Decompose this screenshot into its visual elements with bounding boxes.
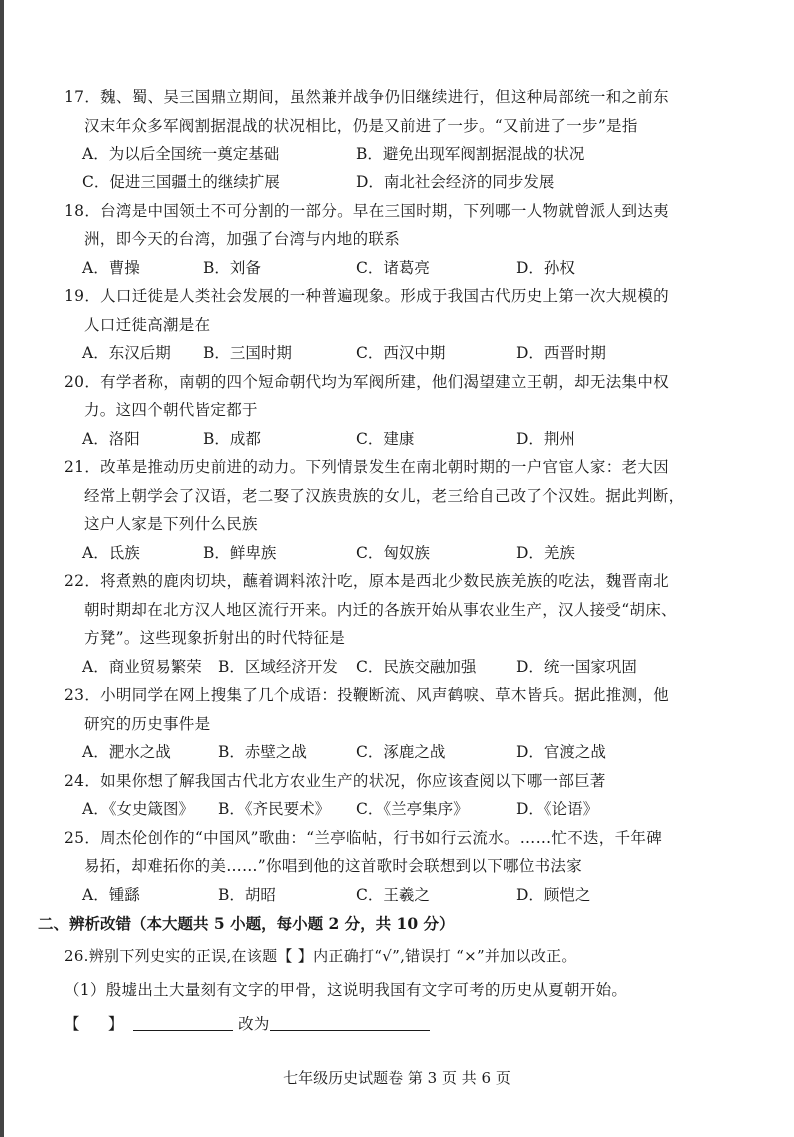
q21-option-b[interactable]: B．鲜卑族 [203, 544, 277, 562]
q24-option-a[interactable]: A．《女史箴图》 [82, 800, 194, 818]
q20-option-b[interactable]: B．成都 [203, 430, 261, 448]
q23-option-d[interactable]: D．官渡之战 [516, 743, 606, 761]
q26-answer-row [64, 1014, 430, 1034]
q22-option-c[interactable]: C．民族交融加强 [356, 658, 477, 676]
q17-option-b[interactable]: B．避免出现军阀割据混战的状况 [356, 145, 585, 163]
q24-option-b[interactable]: B．《齐民要术》 [218, 800, 331, 818]
q25-option-a[interactable]: A．锺繇 [82, 886, 140, 904]
q17-option-c[interactable]: C．促进三国疆土的继续扩展 [82, 173, 280, 191]
q25-option-c[interactable]: C．王羲之 [356, 886, 430, 904]
section-2-heading: 二、辨析改错（本大题共 5 小题，每小题 2 分，共 10 分） [38, 914, 455, 933]
q23-option-c[interactable]: C．涿鹿之战 [356, 743, 446, 761]
q19-option-c[interactable]: C．西汉中期 [356, 344, 446, 362]
q22-line-3: 方凳”。这些现象折射出的时代特征是 [84, 629, 346, 647]
correction-blank[interactable] [270, 1014, 430, 1031]
change-to-label: 改为 [238, 1015, 270, 1033]
q23-option-b[interactable]: B．赤壁之战 [218, 743, 307, 761]
q21-option-a[interactable]: A．氐族 [82, 544, 140, 562]
q25-line-2: 易拓，却难拓你的美……”你唱到他的这首歌时会联想到以下哪位书法家 [84, 857, 583, 875]
q18-option-c[interactable]: C．诸葛亮 [356, 259, 430, 277]
q18-option-b[interactable]: B．刘备 [203, 259, 261, 277]
q22-line-1: 22．将煮熟的鹿肉切块，蘸着调料浓汁吃，原本是西北少数民族羌族的吃法，魏晋南北 [64, 572, 669, 590]
q19-line-1: 19．人口迁徙是人类社会发展的一种普遍现象。形成于我国古代历史上第一次大规模的 [64, 287, 669, 305]
q21-line-2: 经常上朝学会了汉语，老二娶了汉族贵族的女儿，老三给自己改了个汉姓。据此判断， [84, 487, 685, 505]
q26-item-1: （1）殷墟出土大量刻有文字的甲骨，这说明我国有文字可考的历史从夏朝开始。 [64, 981, 628, 999]
q20-line-1: 20．有学者称，南朝的四个短命朝代均为军阀所建，他们渴望建立王朝，却无法集中权 [64, 373, 669, 391]
q25-option-b[interactable]: B．胡昭 [218, 886, 276, 904]
q20-option-a[interactable]: A．洛阳 [82, 430, 140, 448]
q24-option-d[interactable]: D．《论语》 [516, 800, 599, 818]
q25-option-d[interactable]: D．顾恺之 [516, 886, 591, 904]
q21-option-d[interactable]: D．羌族 [516, 544, 575, 562]
q21-option-c[interactable]: C．匈奴族 [356, 544, 430, 562]
q22-option-a[interactable]: A．商业贸易繁荣 [82, 658, 202, 676]
q24-option-c[interactable]: C．《兰亭集序》 [356, 800, 469, 818]
q22-option-b[interactable]: B．区域经济开发 [218, 658, 338, 676]
q20-line-2: 力。这四个朝代皆定都于 [84, 401, 258, 419]
q17-option-d[interactable]: D．南北社会经济的同步发展 [356, 173, 555, 191]
q24-line-1: 24．如果你想了解我国古代北方农业生产的状况，你应该查阅以下哪一部巨著 [64, 772, 606, 790]
page-footer: 七年级历史试题卷 第 3 页 共 6 页 [283, 1069, 511, 1087]
q23-line-1: 23．小明同学在网上搜集了几个成语：投鞭断流、风声鹤唳、草木皆兵。据此推测，他 [64, 686, 669, 704]
q18-option-a[interactable]: A．曹操 [82, 259, 140, 277]
q19-option-b[interactable]: B．三国时期 [203, 344, 292, 362]
q17-line-2: 汉末年众多军阀割据混战的状况相比，仍是又前进了一步。“又前进了一步”是指 [84, 117, 638, 135]
q20-option-d[interactable]: D．荆州 [516, 430, 575, 448]
q21-line-1: 21．改革是推动历史前进的动力。下列情景发生在南北朝时期的一户官宦人家：老大因 [64, 458, 669, 476]
q17-option-a[interactable]: A．为以后全国统一奠定基础 [82, 145, 280, 163]
q25-line-1: 25．周杰伦创作的“中国风”歌曲：“兰亭临帖，行书如行云流水。……忙不迭，千年碑 [64, 829, 662, 847]
scan-edge [0, 0, 4, 1137]
bracket-open: 【 [64, 1015, 80, 1033]
error-blank[interactable] [133, 1014, 233, 1031]
q19-option-d[interactable]: D．西晋时期 [516, 344, 606, 362]
q17-line-1: 17．魏、蜀、吴三国鼎立期间，虽然兼并战争仍旧继续进行，但这种局部统一和之前东 [64, 88, 669, 106]
q19-line-2: 人口迁徙高潮是在 [84, 316, 211, 334]
q20-option-c[interactable]: C．建康 [356, 430, 415, 448]
q23-line-2: 研究的历史事件是 [84, 715, 211, 733]
q26-instruction: 26.辨别下列史实的正误,在该题【 】内正确打“√”,错误打 “×”并加以改正。 [64, 947, 577, 965]
q22-option-d[interactable]: D．统一国家巩固 [516, 658, 637, 676]
q22-line-2: 朝时期却在北方汉人地区流行开来。内迁的各族开始从事农业生产，汉人接受“胡床、 [84, 601, 677, 619]
q19-option-a[interactable]: A．东汉后期 [82, 344, 171, 362]
q21-line-3: 这户人家是下列什么民族 [84, 515, 258, 533]
q18-option-d[interactable]: D．孙权 [516, 259, 575, 277]
q18-line-1: 18．台湾是中国领土不可分割的一部分。早在三国时期，下列哪一人物就曾派人到达夷 [64, 202, 669, 220]
q18-line-2: 洲，即今天的台湾，加强了台湾与内地的联系 [84, 230, 401, 248]
bracket-close: 】 [107, 1015, 124, 1033]
q23-option-a[interactable]: A．淝水之战 [82, 743, 171, 761]
